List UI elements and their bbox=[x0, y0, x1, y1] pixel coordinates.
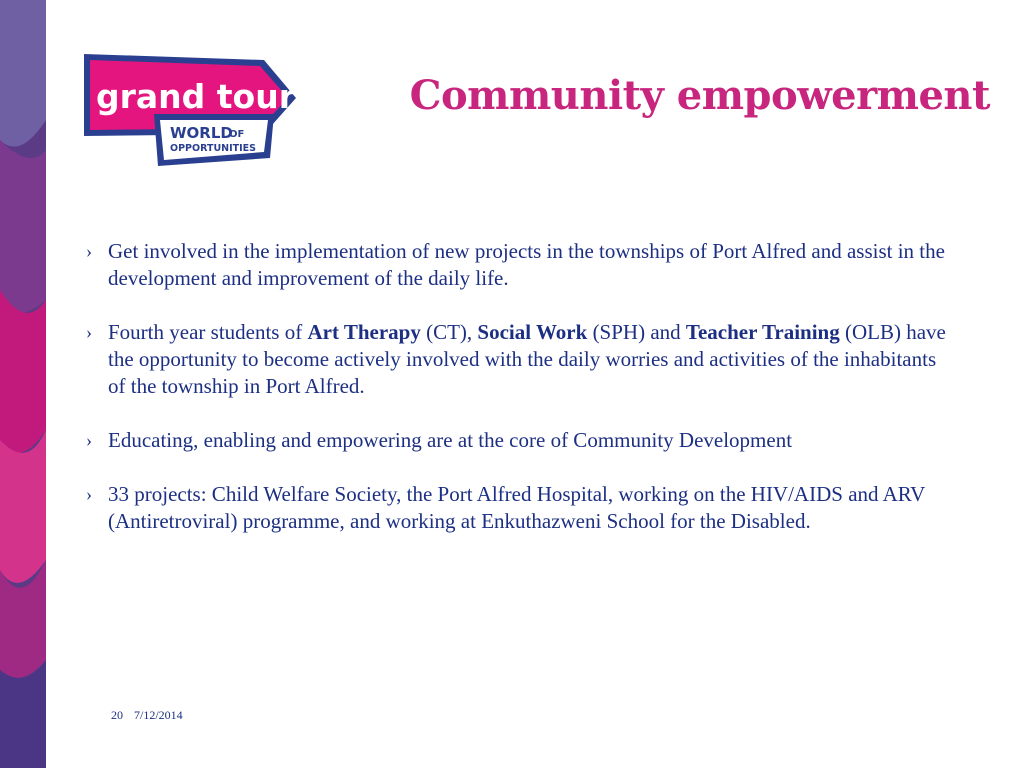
bullet-emphasis-art-therapy: Art Therapy bbox=[307, 320, 421, 344]
logo-line-of: OF bbox=[229, 129, 245, 140]
bullet-text-part: Fourth year students of bbox=[108, 320, 308, 344]
side-band-graphic bbox=[0, 0, 46, 768]
bullet-text: Educating, enabling and empowering are at the core of Community Development bbox=[108, 428, 793, 452]
bullet-marker-icon: › bbox=[86, 322, 92, 342]
slide-date: 7/12/2014 bbox=[134, 708, 183, 722]
logo-graphic bbox=[74, 50, 300, 170]
logo-line-world: WORLD bbox=[170, 124, 233, 142]
bullet-marker-icon: › bbox=[86, 241, 92, 261]
bullet-text-part: (CT), bbox=[420, 320, 478, 344]
bullet-emphasis-teacher-training: Teacher Training bbox=[685, 320, 840, 344]
bullet-marker-icon: › bbox=[86, 430, 92, 450]
bullet-text-part: (OLB) have the opportunity to become actively involved with the daily worries and activities of the inhabitants of the township in Port Alfred. bbox=[108, 320, 946, 398]
slide-title: Community empowerment bbox=[409, 72, 990, 119]
logo-line-opportunities: OPPORTUNITIES bbox=[170, 143, 256, 154]
page-number: 20 bbox=[111, 708, 123, 722]
bullet-emphasis-social-work: Social Work bbox=[477, 320, 588, 344]
bullet-text-part: (SPH) and bbox=[587, 320, 686, 344]
bullet-text: 33 projects: Child Welfare Society, the Port Alfred Hospital, working on the HIV/AIDS and ARV (Antiretroviral) programme, and working at Enkuthazweni School for the Disabled. bbox=[108, 482, 925, 533]
bullet-item bbox=[86, 319, 956, 400]
bullet-text: Get involved in the implementation of new projects in the townships of Port Alfred and assist in the development and improvement of the daily life. bbox=[108, 239, 945, 290]
grand-tour-logo bbox=[74, 50, 300, 170]
slide-footer bbox=[111, 708, 191, 723]
bullet-list bbox=[86, 238, 956, 562]
bullet-item bbox=[86, 238, 956, 292]
bullet-item bbox=[86, 481, 956, 535]
decorative-side-band bbox=[0, 0, 46, 768]
bullet-marker-icon: › bbox=[86, 484, 92, 504]
bullet-item bbox=[86, 427, 956, 454]
logo-line-grand-tour: grand tour bbox=[96, 77, 295, 116]
